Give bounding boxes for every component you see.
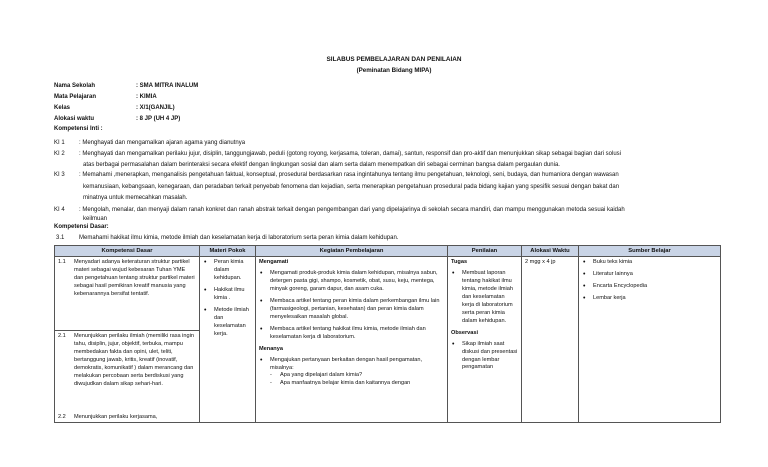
kd-text: Menunjukkan perilaku ilmiah (memiliki rasa ingin tahu, disiplin, jujur, objektif, terbuka, mampu membedakan fakta dan opini, ulet, teliti, bertanggung jawab, kritis, kreatif (inovatif, demokratis, komunikatif ) dalam merancang dan melakukan percobaan serta berdiskusi yang diwujudkan dalam sikap sehari-hari. bbox=[74, 333, 195, 387]
alokasi-waktu-cell: 2 mgg x 4 jp bbox=[522, 257, 579, 423]
ki-text: : Mengolah, menalar, dan menyaji dalam ranah konkret dan ranah abstrak terkait dengan pengembangan dari yang dipelajarinya di sekolah secara mandiri, dan mampu menggunakan metoda sesuai kaidah bbox=[79, 207, 625, 213]
column-header: Sumber Belajar bbox=[579, 246, 721, 257]
materi-item: • Hakikat ilmu kimia . bbox=[203, 287, 252, 303]
kd-number: 2.1 bbox=[58, 333, 66, 340]
ki-text: : Menghayati dan mengamalkan perilaku jujur, disiplin, tanggungjawab, peduli (gotong royong, kerjasama, toleran, damai), santun, responsif dan pro-aktif dan menunjukkan sikap sebagai bagian dari solusi bbox=[79, 151, 621, 157]
tugas-heading: Tugas bbox=[451, 259, 468, 266]
materi-item: • Peran kimia dalam kehidupan. bbox=[203, 259, 252, 283]
kd-intro-number: 3.1 bbox=[56, 235, 65, 241]
question-item: - Apa manfaatnya belajar kimia dan kaitannya dengan bbox=[269, 380, 444, 388]
kd-item bbox=[55, 257, 199, 330]
kegiatan-item: • Mengajukan pertanyaan berkaitan dengan hasil pengamatan, misalnya: bbox=[259, 357, 444, 373]
column-header: Alokasi Waktu bbox=[522, 246, 579, 257]
menanya-heading: Menanya bbox=[259, 345, 283, 352]
meta-value-subject: : KIMIA bbox=[136, 94, 157, 100]
column-header: Kegiatan Pembelajaran bbox=[256, 246, 448, 257]
table-header-row bbox=[55, 246, 721, 257]
ki-text: atas berbagai permasalahan dalam berinteraksi secara efektif dengan lingkungan sosial dan alam serta dalam menempatkan diri sebagai cerminan bangsa dalam pergaulan dunia. bbox=[83, 162, 560, 168]
kd-intro-text: Memahami hakikat ilmu kimia, metode ilmiah dan keselamatan kerja di laboratorium serta peran kimia dalam kehidupan. bbox=[79, 235, 399, 241]
column-header: Kompetensi Dasar bbox=[55, 246, 200, 257]
kd-text: Menyadari adanya keteraturan struktur partikel materi sebagai wujud kebesaran Tuhan YME dan pengetahuan tentang struktur partikel materi sebagai hasil pemikiran kreatif manusia yang kebenarannya bersifat tentatif. bbox=[74, 259, 195, 297]
sumber-belajar-cell bbox=[579, 257, 721, 423]
kegiatan-item: • Mengamati produk-produk kimia dalam kehidupan, misalnya sabun, detergen pasta gigi, shampo, kosmetik, obat, susu, keju, mentega, minyak goreng, garam dapur, dan asam cuka. bbox=[259, 270, 444, 294]
sumber-item: • Lembar kerja bbox=[582, 295, 717, 303]
ki-text: minatnya untuk memecahkan masalah. bbox=[83, 195, 188, 201]
meta-value-time: : 8 JP (UH 4 JP) bbox=[136, 116, 181, 122]
kd-item bbox=[55, 330, 199, 414]
penilaian-item: • Sikap ilmiah saat diskusi dan presentasi dengan lembar pengamatan bbox=[451, 341, 518, 373]
meta-value-school: : SMA MITRA INALUM bbox=[136, 83, 199, 89]
column-header: Penilaian bbox=[448, 246, 522, 257]
ki-text: kemanusiaan, kebangsaan, kenegaraan, dan peradaban terkait penyebab fenomena dan kejadian, serta menerapkan pengetahuan prosedural pada bidang kajian yang spesifik sesuai dengan bakat dan bbox=[83, 184, 620, 190]
mengamati-heading: Mengamati bbox=[259, 259, 289, 266]
meta-value-class: : X/1(GANJIL) bbox=[136, 105, 175, 111]
ki-text: keilmuan bbox=[83, 216, 108, 222]
sumber-item: • Literatur lainnya bbox=[582, 271, 717, 279]
page-subtitle: (Peminatan Bidang MIPA) bbox=[356, 67, 432, 74]
meta-label-time: Alokasi waktu bbox=[54, 116, 95, 122]
page-title: SILABUS PEMBELAJARAN DAN PENILAIAN bbox=[326, 56, 462, 63]
kd-item bbox=[55, 414, 199, 422]
kd-text: Menunjukkan perilaku kerjasama, bbox=[74, 414, 158, 421]
sumber-item: • Buku teks kimia bbox=[582, 259, 717, 267]
ki-text: : Menghayati dan mengamalkan ajaran agama yang dianutnya bbox=[79, 140, 246, 146]
kd-number: 1.1 bbox=[58, 259, 66, 266]
materi-pokok-cell bbox=[200, 257, 256, 423]
observasi-heading: Observasi bbox=[451, 329, 479, 336]
kegiatan-item: • Membaca artikel tentang hakikat ilmu kimia, metode ilmiah dan keselamatan kerja di laboratorium. bbox=[259, 326, 444, 342]
materi-item: • Metode ilmiah dan keselamatan kerja. bbox=[203, 307, 252, 339]
meta-label-subject: Mata Pelajaran bbox=[54, 94, 97, 100]
penilaian-cell bbox=[448, 257, 522, 423]
kd-heading: Kompetensi Dasar: bbox=[54, 224, 109, 230]
kegiatan-item: • Membaca artikel tentang peran kimia dalam perkembangan ilmu lain (farmasigeologi, pertanian, kesehatan) dan peran kimia dalam menyelesaikan masalah global. bbox=[259, 298, 444, 322]
sumber-item: • Encarta Encyclopedia bbox=[582, 283, 717, 291]
meta-label-class: Kelas bbox=[54, 105, 71, 111]
kegiatan-cell bbox=[256, 257, 448, 423]
table-row bbox=[55, 257, 721, 423]
ki-code: KI 4 bbox=[54, 207, 65, 213]
penilaian-item: • Membuat laporan tentang hakikat ilmu kimia, metode ilmiah dan keselamatan kerja di laboratorium serta peran kimia dalam kehidupan. bbox=[451, 270, 518, 326]
meta-label-school: Nama Sekolah bbox=[54, 83, 96, 89]
kompetensi-dasar-cell bbox=[55, 257, 200, 423]
kd-number: 2.2 bbox=[58, 414, 66, 421]
column-header: Materi Pokok bbox=[200, 246, 256, 257]
question-item: - Apa yang dipelajari dalam kimia? bbox=[269, 372, 444, 380]
syllabus-table bbox=[54, 245, 721, 423]
ki-code: KI 2 bbox=[54, 151, 65, 157]
ki-code: KI 3 bbox=[54, 172, 65, 178]
ki-code: KI 1 bbox=[54, 140, 65, 146]
ki-text: : Memahami ,menerapkan, menganalisis pengetahuan faktual, konseptual, prosedural berdasarkan rasa ingintahunya tentang ilmu pengetahuan, teknologi, seni, budaya, dan humaniora dengan wawasan bbox=[79, 172, 619, 178]
ki-heading: Kompetensi Inti : bbox=[54, 126, 103, 132]
